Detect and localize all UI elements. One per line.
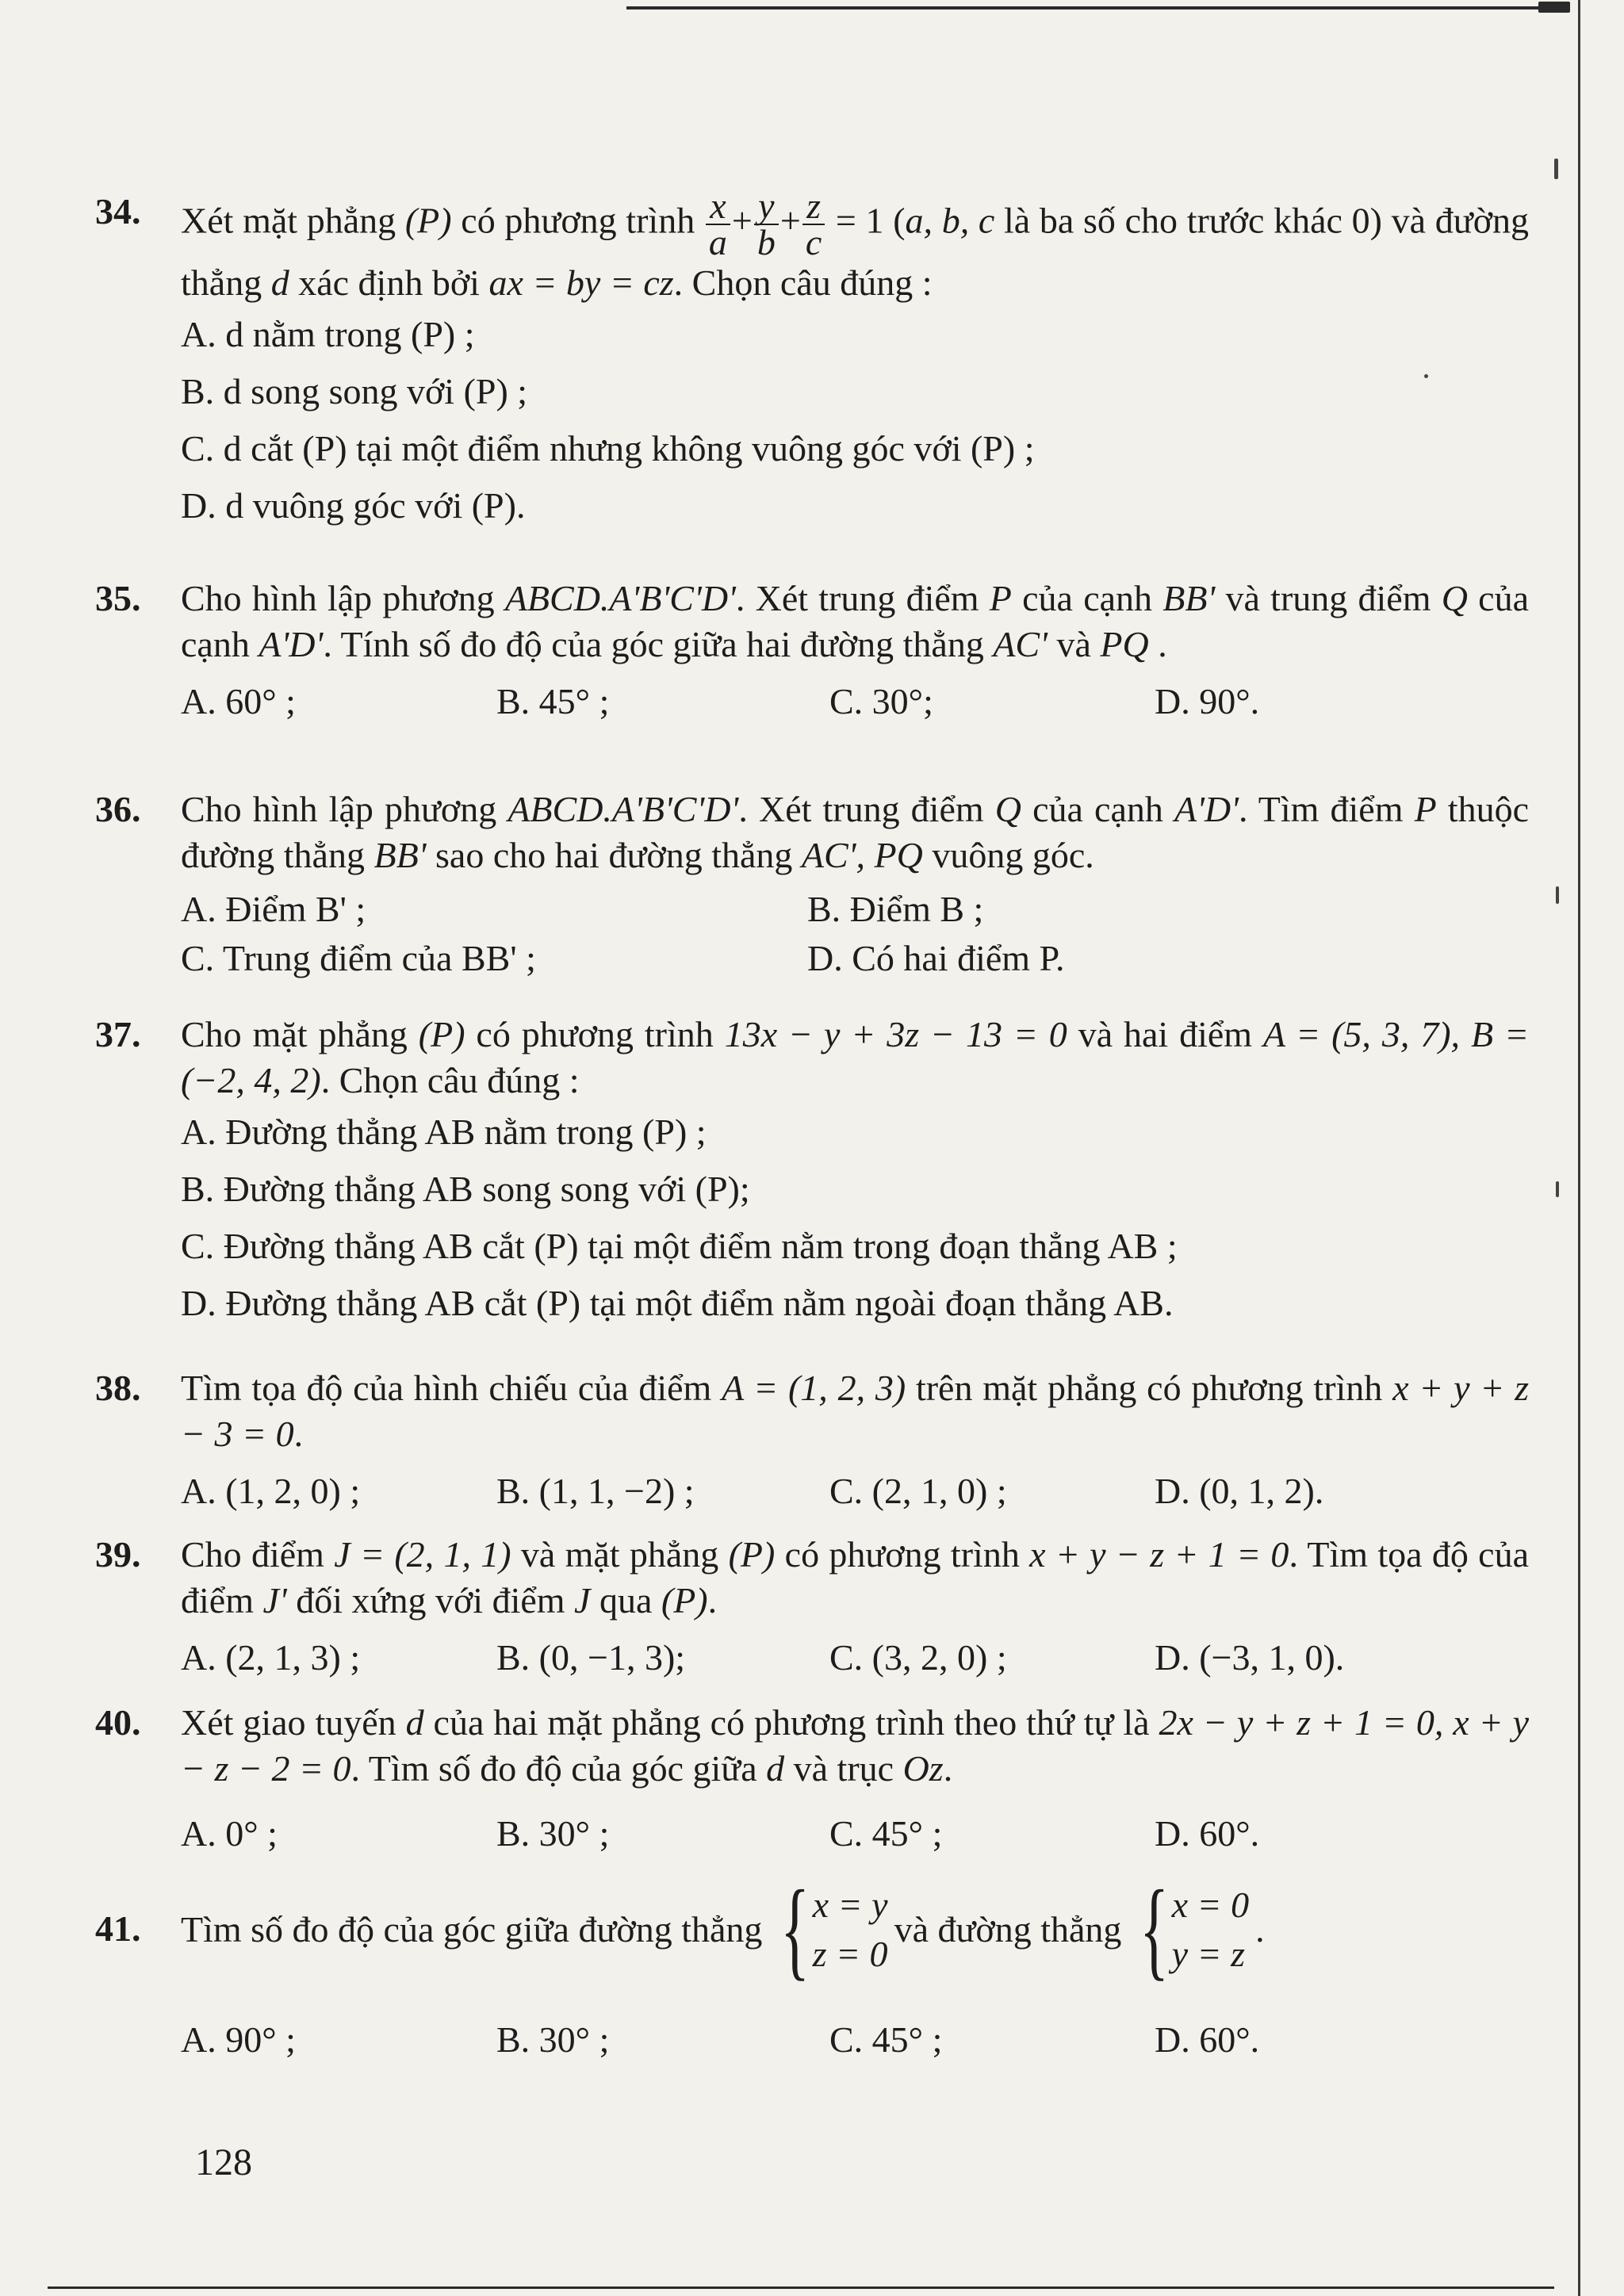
option-c: C. d cắt (P) tại một điểm nhưng không vuông góc với (P) ; bbox=[181, 428, 1035, 469]
option-b: B. 30° ; bbox=[496, 2019, 610, 2060]
equation-system: { x = y z = 0 bbox=[780, 1868, 888, 1991]
question-text: Tìm số đo độ của góc giữa đường thẳng { x = y z = 0 và đường thẳng { x = 0 y = z . bbox=[181, 1868, 1265, 1991]
question-text: Xét mặt phẳng (P) có phương trình $\frac{x}{a}$ + $\frac{y}{b}$ + $\frac{z}{c}$ = 1 (a, b, c là ba số cho trước khác 0) và đường thẳng d xác định bởi ax = by = cz. Chọn câu đúng : bbox=[181, 186, 1530, 303]
right-page-edge bbox=[1578, 0, 1580, 2296]
option-b: B. d song song với (P) ; bbox=[181, 371, 528, 411]
option-d: D. (−3, 1, 0). bbox=[1155, 1637, 1345, 1678]
fraction: $\frac{y}{b}$ bbox=[754, 189, 779, 260]
scan-speck bbox=[1556, 886, 1559, 904]
question-number: 41. bbox=[95, 1908, 141, 1949]
option-a: A. Đường thẳng AB nằm trong (P) ; bbox=[181, 1112, 707, 1152]
question-34 bbox=[95, 186, 1530, 534]
options-row bbox=[181, 1635, 1529, 1681]
option-c: C. 30°; bbox=[829, 681, 933, 721]
option-b: B. 30° ; bbox=[496, 1813, 610, 1854]
option-d: D. 90°. bbox=[1155, 681, 1260, 721]
top-scan-edge-mark bbox=[1538, 2, 1570, 13]
fraction: $\frac{z}{c}$ bbox=[802, 189, 825, 260]
option-d: D. (0, 1, 2). bbox=[1155, 1471, 1324, 1511]
question-number: 40. bbox=[95, 1702, 141, 1743]
option-b: B. Đường thẳng AB song song với (P); bbox=[181, 1169, 750, 1209]
option-d: D. Đường thẳng AB cắt (P) tại một điểm nằm ngoài đoạn thẳng AB. bbox=[181, 1283, 1174, 1323]
options-grid bbox=[181, 885, 1529, 983]
question-36 bbox=[95, 786, 1529, 983]
question-39 bbox=[95, 1532, 1530, 1681]
option-a: A. Điểm B' ; bbox=[181, 889, 366, 929]
question-number: 38. bbox=[95, 1368, 141, 1408]
question-text: Cho điểm J = (2, 1, 1) và mặt phẳng (P) có phương trình x + y − z + 1 = 0. Tìm tọa độ của điểm J' đối xứng với điểm J qua (P). bbox=[181, 1534, 1530, 1621]
option-b: B. (0, −1, 3); bbox=[496, 1637, 686, 1678]
question-40 bbox=[95, 1700, 1530, 1857]
options-row bbox=[181, 1811, 1529, 1857]
question-number: 36. bbox=[95, 789, 141, 829]
option-a: A. d nằm trong (P) ; bbox=[181, 314, 475, 354]
page-number: 128 bbox=[195, 2141, 252, 2183]
option-c: C. Trung điểm của BB' ; bbox=[181, 938, 536, 978]
scan-speck bbox=[1554, 159, 1558, 179]
option-d: D. Có hai điểm P. bbox=[807, 938, 1065, 978]
top-scan-edge bbox=[626, 6, 1570, 10]
question-number: 34. bbox=[95, 191, 141, 232]
question-38 bbox=[95, 1365, 1529, 1514]
option-c: C. 45° ; bbox=[829, 2019, 943, 2060]
options-row bbox=[181, 2017, 1529, 2063]
option-b: B. 45° ; bbox=[496, 681, 610, 721]
option-c: C. Đường thẳng AB cắt (P) tại một điểm nằm trong đoạn thẳng AB ; bbox=[181, 1226, 1178, 1266]
question-text: Tìm tọa độ của hình chiếu của điểm A = (1, 2, 3) trên mặt phẳng có phương trình x + y + z − 3 = 0. bbox=[181, 1368, 1529, 1454]
question-37 bbox=[95, 1012, 1529, 1332]
question-text: Cho hình lập phương ABCD.A'B'C'D'. Xét trung điểm Q của cạnh A'D'. Tìm điểm P thuộc đường thẳng BB' sao cho hai đường thẳng AC', PQ vuông góc. bbox=[181, 789, 1529, 875]
option-d: D. d vuông góc với (P). bbox=[181, 485, 526, 526]
option-c: C. (2, 1, 0) ; bbox=[829, 1471, 1007, 1511]
question-text: Cho mặt phẳng (P) có phương trình 13x − y + 3z − 13 = 0 và hai điểm A = (5, 3, 7), B = (−2, 4, 2). Chọn câu đúng : bbox=[181, 1014, 1529, 1100]
option-d: D. 60°. bbox=[1155, 1813, 1260, 1854]
question-number: 39. bbox=[95, 1534, 141, 1575]
option-a: A. 60° ; bbox=[181, 681, 296, 721]
options-row bbox=[181, 1468, 1529, 1514]
question-number: 35. bbox=[95, 578, 141, 618]
option-d: D. 60°. bbox=[1155, 2019, 1260, 2060]
option-a: A. 90° ; bbox=[181, 2019, 296, 2060]
question-35 bbox=[95, 576, 1530, 725]
option-b: B. (1, 1, −2) ; bbox=[496, 1471, 695, 1511]
scan-speck bbox=[1556, 1181, 1559, 1197]
question-number: 37. bbox=[95, 1014, 141, 1054]
fraction: $\frac{x}{a}$ bbox=[706, 189, 730, 260]
question-text: Cho hình lập phương ABCD.A'B'C'D'. Xét trung điểm P của cạnh BB' và trung điểm Q của cạnh A'D'. Tính số đo độ của góc giữa hai đường thẳng AC' và PQ . bbox=[181, 578, 1530, 664]
bottom-page-edge bbox=[48, 2286, 1554, 2289]
question-text: Xét giao tuyến d của hai mặt phẳng có phương trình theo thứ tự là 2x − y + z + 1 = 0, x + y − z − 2 = 0. Tìm số đo độ của góc giữa d và trục Oz. bbox=[181, 1702, 1530, 1789]
option-c: C. (3, 2, 0) ; bbox=[829, 1637, 1007, 1678]
option-a: A. (1, 2, 0) ; bbox=[181, 1471, 361, 1511]
option-a: A. 0° ; bbox=[181, 1813, 278, 1854]
option-b: B. Điểm B ; bbox=[807, 889, 984, 929]
option-a: A. (2, 1, 3) ; bbox=[181, 1637, 361, 1678]
question-41 bbox=[95, 1868, 1529, 2063]
option-c: C. 45° ; bbox=[829, 1813, 943, 1854]
options-row bbox=[181, 679, 1529, 725]
equation-system: { x = 0 y = z bbox=[1139, 1868, 1250, 1991]
